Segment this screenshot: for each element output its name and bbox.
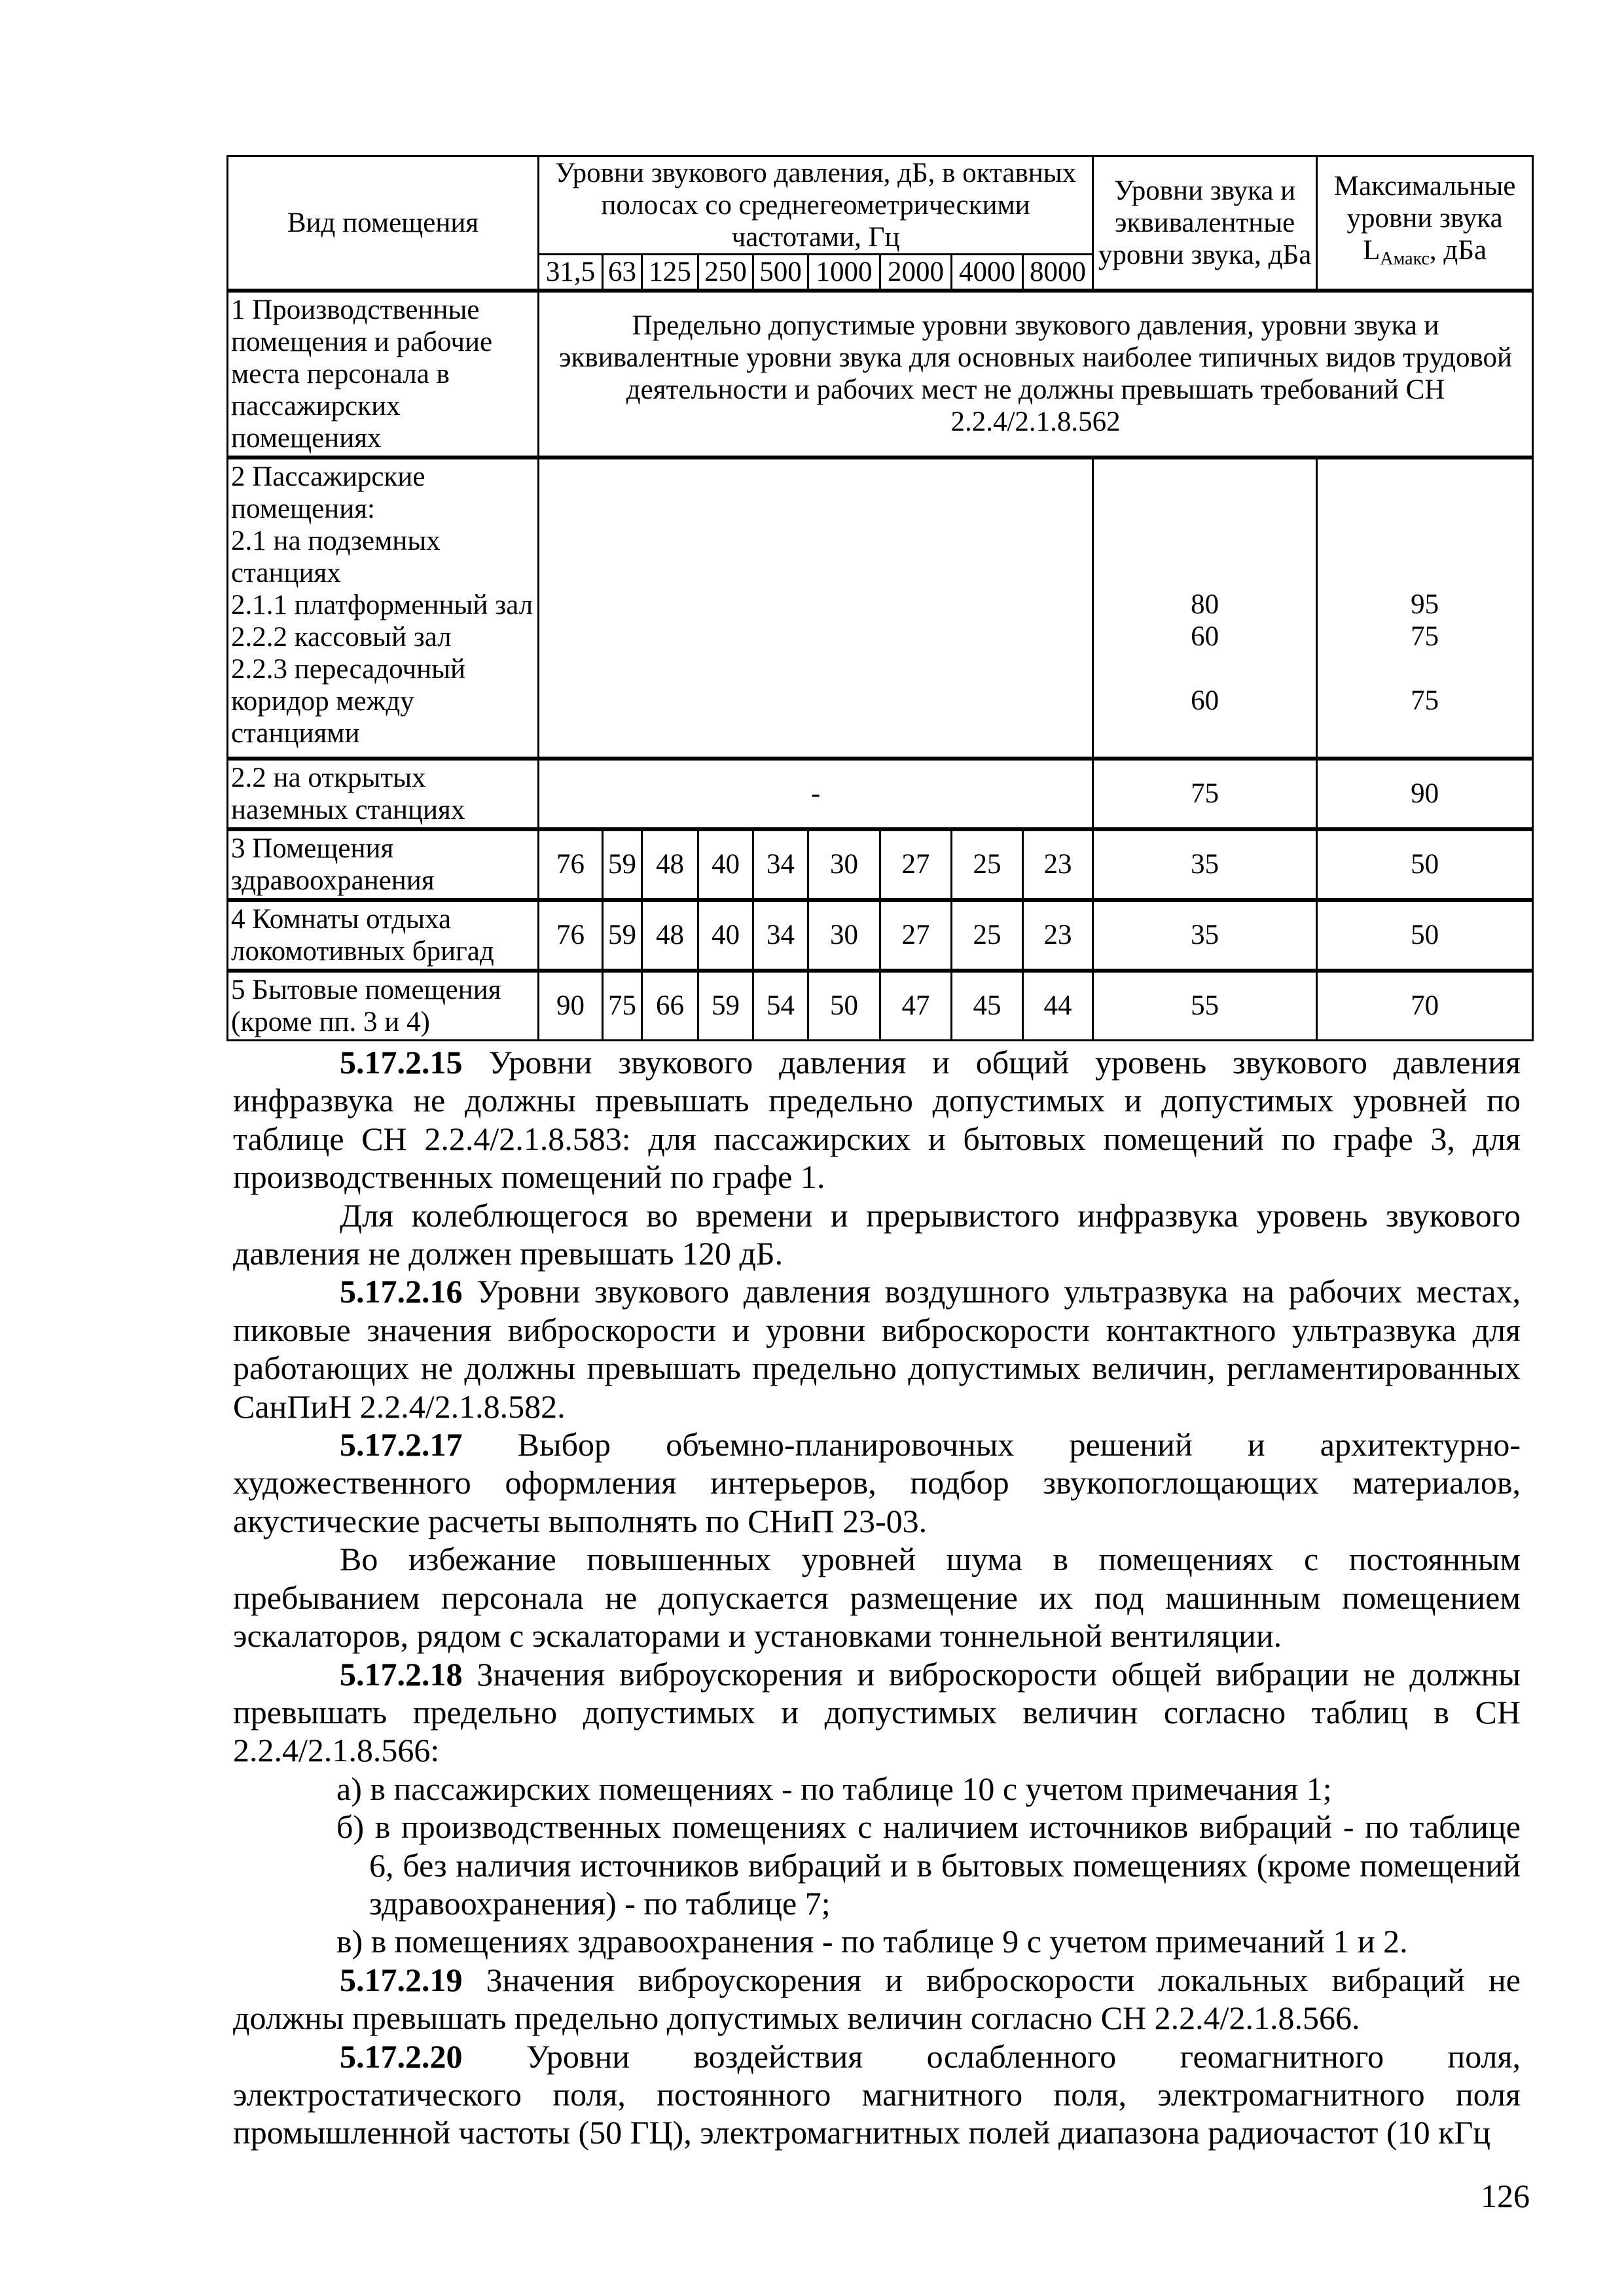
octave-value: 66: [642, 971, 698, 1041]
max-value: 50: [1317, 829, 1533, 900]
octave-value: 25: [952, 900, 1023, 971]
table-row: [228, 759, 1533, 829]
table-row: [228, 900, 1533, 971]
paragraph: [233, 1540, 1521, 1655]
octave-empty: [539, 457, 1093, 759]
header-max-levels: Максимальные уровни звука $L_{Амакс}$, дБа: [1317, 156, 1533, 291]
clause-number: 5.17.2.15: [340, 1044, 463, 1081]
octave-value: 23: [1023, 829, 1093, 900]
noise-norms-table: [226, 155, 1534, 1041]
paragraph: [233, 2037, 1521, 2152]
frequency-header: 1000: [808, 255, 880, 291]
octave-value: 34: [753, 829, 808, 900]
equiv-value: 55: [1093, 971, 1317, 1041]
page-number: 126: [1481, 2178, 1530, 2214]
frequency-header: 4000: [952, 255, 1023, 291]
table-row: [228, 829, 1533, 900]
paragraph: [233, 1196, 1521, 1273]
octave-value: 59: [698, 971, 753, 1041]
paragraph: [233, 1272, 1521, 1426]
paragraph-text: Во избежание повышенных уровней шума в помещениях с постоянным пребыванием персонала не допускается размещение их под машинным помещением эскалаторов, рядом с эскалаторами и установками тоннельной вентиляции.: [233, 1541, 1521, 1655]
octave-value: 47: [880, 971, 952, 1041]
octave-value: 48: [642, 829, 698, 900]
octave-value: 25: [952, 829, 1023, 900]
frequency-header: 500: [753, 255, 808, 291]
row-name: 2 Пассажирские помещения: 2.1 на подземных станциях 2.1.1 платформенный зал 2.2.2 кассовый зал 2.2.3 пересадочный коридор между станциями: [228, 457, 539, 759]
octave-value: 23: [1023, 900, 1093, 971]
octave-value: 90: [539, 971, 603, 1041]
row-name: 4 Комнаты отдыха локомотивных бригад: [228, 900, 539, 971]
clause-number: 5.17.2.19: [340, 1961, 463, 1998]
octave-value: 50: [808, 971, 880, 1041]
row-name: 5 Бытовые помещения (кроме пп. 3 и 4): [228, 971, 539, 1041]
frequency-header: 8000: [1023, 255, 1093, 291]
table-row: [228, 971, 1533, 1041]
paragraph-text: Уровни воздействия ослабленного геомагнитного поля, электростатического поля, постоянного магнитного поля, электромагнитного поля промышленной частоты (50 ГЦ), электромагнитных полей диапазона радиочастот (10 кГц: [233, 2037, 1521, 2151]
paragraph-text: Выбор объемно-планировочных решений и архитектурно-художественного оформления интерьеров, подбор звукопоглощающих материалов, акустические расчеты выполнять по СНиП 23-03.: [233, 1426, 1521, 1539]
row-note: Предельно допустимые уровни звукового давления, уровни звука и эквивалентные уровни звука для основных наиболее типичных видов трудовой деятельности и рабочих мест не должны превышать требований СН 2.2.4/2.1.8.562: [539, 291, 1533, 457]
octave-value: 30: [808, 900, 880, 971]
octave-value: 34: [753, 900, 808, 971]
frequency-header: 2000: [880, 255, 952, 291]
paragraph: [233, 1655, 1521, 1770]
octave-value: 44: [1023, 971, 1093, 1041]
octave-value: 76: [539, 900, 603, 971]
document-body: [233, 1043, 1521, 2152]
paragraph: [233, 1961, 1521, 2037]
max-values: 95 75 75: [1317, 457, 1533, 759]
equiv-value: 35: [1093, 900, 1317, 971]
octave-value: 75: [603, 971, 642, 1041]
octave-value: 59: [603, 829, 642, 900]
clause-number: 5.17.2.20: [340, 2037, 463, 2075]
paragraph: [233, 1426, 1521, 1540]
octave-dash: -: [539, 759, 1093, 829]
row-name: 1 Производственные помещения и рабочие места персонала в пассажирских помещениях: [228, 291, 539, 457]
octave-value: 54: [753, 971, 808, 1041]
frequency-header: 250: [698, 255, 753, 291]
octave-value: 45: [952, 971, 1023, 1041]
equiv-value: 75: [1093, 759, 1317, 829]
equiv-values: 80 60 60: [1093, 457, 1317, 759]
octave-value: 59: [603, 900, 642, 971]
header-row: [228, 156, 1533, 255]
octave-value: 30: [808, 829, 880, 900]
clause-number: 5.17.2.16: [340, 1273, 463, 1310]
octave-value: 40: [698, 900, 753, 971]
frequency-header: 63: [603, 255, 642, 291]
header-room-type: Вид помещения: [228, 156, 539, 291]
paragraph-text: Значения виброускорения и виброскорости общей вибрации не должны превышать предельно допустимых и допустимых величин согласно таблиц в СН 2.2.4/2.1.8.566:: [233, 1655, 1521, 1769]
table-row: [228, 291, 1533, 457]
octave-value: 76: [539, 829, 603, 900]
frequency-header: 125: [642, 255, 698, 291]
octave-value: 48: [642, 900, 698, 971]
clause-number: 5.17.2.17: [340, 1426, 463, 1463]
max-value: 50: [1317, 900, 1533, 971]
row-name: 3 Помещения здравоохранения: [228, 829, 539, 900]
paragraph-text: Уровни звукового давления и общий уровень звукового давления инфразвука не должны превышать предельно допустимых и допустимых уровней по таблице СН 2.2.4/2.1.8.583: для пассажирских и бытовых помещений по графе 3, для производственных помещений по графе 1.: [233, 1044, 1521, 1196]
paragraph-text: Значения виброускорения и виброскорости локальных вибраций не должны превышать предельно допустимых величин согласно СН 2.2.4/2.1.8.566.: [233, 1961, 1521, 2037]
paragraph-text: Уровни звукового давления воздушного ультразвука на рабочих местах, пиковые значения виброскорости и уровни виброскорости контактного ультразвука для работающих не должны превышать предельно допустимых величин, регламентированных СанПиН 2.2.4/2.1.8.582.: [233, 1273, 1521, 1425]
row-name: 2.2 на открытых наземных станциях: [228, 759, 539, 829]
clause-number: 5.17.2.18: [340, 1655, 463, 1693]
header-octave-levels: Уровни звукового давления, дБ, в октавных полосах со среднегеометрическими частотами, Гц: [539, 156, 1093, 255]
table-row: [228, 457, 1533, 759]
header-equiv-levels: Уровни звука и эквивалентные уровни звука, дБа: [1093, 156, 1317, 291]
paragraph-text: Для колеблющегося во времени и прерывистого инфразвука уровень звукового давления не должен превышать 120 дБ.: [233, 1196, 1521, 1272]
max-value: 70: [1317, 971, 1533, 1041]
equiv-value: 35: [1093, 829, 1317, 900]
list-item: б) в производственных помещениях с наличием источников вибраций - по таблице 6, без наличия источников вибраций и в бытовых помещениях (кроме помещений здравоохранения) - по таблице 7;: [336, 1808, 1521, 1922]
frequency-header: 31,5: [539, 255, 603, 291]
octave-value: 40: [698, 829, 753, 900]
octave-value: 27: [880, 900, 952, 971]
list-item: а) в пассажирских помещениях - по таблице 10 с учетом примечания 1;: [336, 1770, 1332, 1807]
max-value: 90: [1317, 759, 1533, 829]
octave-value: 27: [880, 829, 952, 900]
paragraph: [233, 1043, 1521, 1196]
list-item: в) в помещениях здравоохранения - по таблице 9 с учетом примечаний 1 и 2.: [336, 1923, 1408, 1960]
